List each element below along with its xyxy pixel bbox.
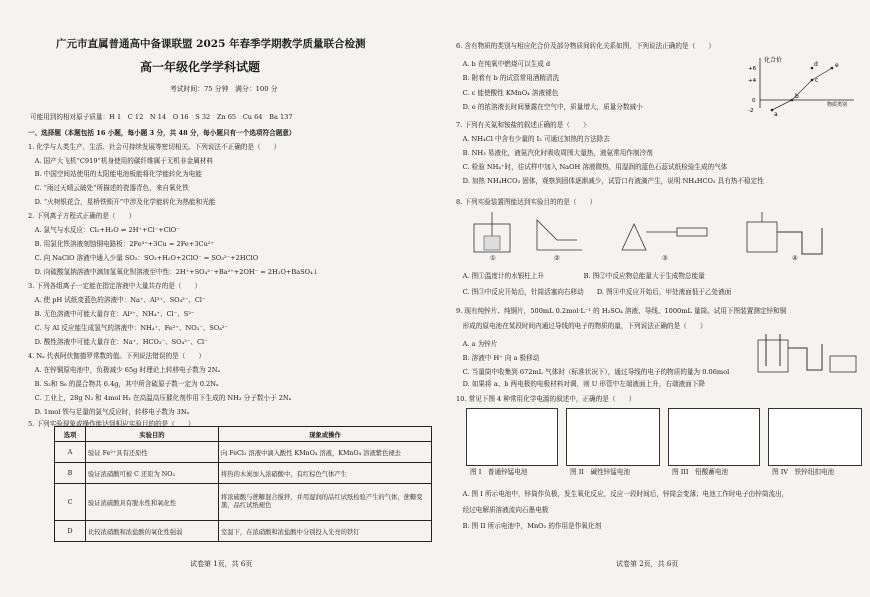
q6-point [771,109,774,112]
battery-label: 图 III 铅酸蓄电池 [672,468,729,476]
question-line: 3. 下列各组离子一定能在指定溶液中大量共存的是（ ） [28,282,202,290]
question-line: A. NH₄Cl 中含有少量的 I₂ 可通过加热的方法除去 [456,135,610,143]
question-line: C. 当量筒中收集到 672mL 气体时（标准状况下），通过导线的电子的物质的量为 0.06mol [456,368,730,376]
exam-info: 考试时间：75 分钟 满分：100 分 [170,85,278,93]
table-row [55,442,432,463]
exam-title: 广元市直属普通高中备课联盟 2025 年春季学期教学质量联合检测 [56,38,366,50]
q6-point [831,67,834,70]
table-cell: 比较浓硝酸和浓盐酸的氧化性强弱 [86,521,219,542]
q6-ylabel: 化合价 [764,57,783,64]
table-row [55,463,432,484]
q8-fig-label: ③ [662,254,668,262]
q6-point-label: a [774,111,778,118]
question-line: B. 用氯化铁溶液刻蚀铜电路板：2Fe³⁺+3Cu = 2Fe+3Cu²⁺ [28,240,214,248]
q8-fig-label: ② [554,254,560,262]
question-line: 4. Nₐ 代表阿伏伽德罗常数的值。下列说法错误的是（ ） [28,352,206,360]
question-line: B. S₂和 S₈ 的混合物共 6.4g，其中所含硫原子数一定为 0.2Nₐ [28,380,219,388]
question-line: D. e 的浓溶液长时间暴露在空气中，质量增大，质量分数减小 [456,103,643,111]
question-line: 2. 下列离子方程式正确的是（ ） [28,212,136,220]
table-cell: B [55,463,86,484]
question-line: A. 国产大飞机“C919”机身使用的碳纤维属于无机非金属材料 [28,157,213,165]
table-cell: 将热的木炭加入浓硝酸中，有红棕色气体产生 [219,463,432,484]
question-line: C. 与 Al 反应能生成氢气的溶液中：NH₄⁺、Fe²⁺、NO₃⁻、SO₄²⁻ [28,324,229,332]
q6-point [811,79,814,82]
q10-figures [466,408,862,480]
question-line: A. 图 I 所示电池中，锌筒作负极，发生氧化反应，反应一段时间后，锌筒会变薄；电池工作时电子由锌筒流出， [456,490,789,498]
table-cell: 将浓硫酸与蔗糖混合搅拌，并用湿润的品红试纸检验产生的气体，蔗糖变黑，品红试纸褪色 [219,484,432,521]
battery-label: 图 II 碱性锌锰电池 [570,468,631,476]
page-footer-right: 试卷第 2页，共 6页 [616,560,679,568]
battery-figure-4 [768,408,862,466]
q8-fig-label: ④ [792,254,798,262]
table-row [55,521,432,542]
question-line: B. 溶液中 H⁺ 向 a 极移动 [456,354,540,362]
right-page [446,0,870,597]
question-line: A. 图①温度计的水银柱上升 B. 图②中反应物总能量大于生成物总能量 [456,272,705,280]
battery-label: 图 I 普通锌锰电池 [470,468,528,476]
question-line: A. a 为锌片 [456,340,498,348]
question-line: 经过电解质溶液流向石墨电极 [456,506,549,514]
question-line: B. NH₃ 易液化，液氨汽化时吸收周围大量热，液氨常用作制冷剂 [456,149,653,157]
question-line: D. 加热 NH₄HCO₃ 固体，观察到固体逐渐减少，试管口有液滴产生，说明 NH₄HCO₃ 具有热不稳定性 [456,177,764,185]
q6-point-label: c [815,77,819,84]
question-line: C. 向 NaClO 溶液中通入少量 SO₂：SO₂+H₂O+2ClO⁻ = SO₃²⁻+2HClO [28,254,259,262]
q6-tick: +6 [748,66,757,72]
question-line: D. 如果将 a、b 两电极的电极材料对调，则 U 形管中左端液面上升，右端液面下降 [456,380,705,388]
question-line: B. 中国空间站使用的太阳能电池板能将化学能转化为电能 [28,170,202,178]
question-line: A. b 在纯氧中燃烧可以生成 d [456,60,551,68]
question-line: 6. 含有物质的类别与相应化合价及部分物质间转化关系如图，下列说法正确的是（ ） [456,42,715,50]
table-cell: C [55,484,86,521]
q8-figures [462,210,862,262]
question-line: C. 检验 NH₄⁺时，往试样中加入 NaOH 溶液微热，用湿润的蓝色石蕊试纸检验生成的气体 [456,163,728,171]
table-cell: 室温下，在浓硝酸和浓盐酸中分别投入光亮的铁钉 [219,521,432,542]
question-line: C. “雨过天晴云破处”所描述的瓷器青色，来自氧化铁 [28,184,189,192]
question-line: 7. 下列有关氮和铵盐的叙述正确的是（ ） [456,121,590,129]
question-line: A. 氯气与水反应：Cl₂+H₂O ⇌ 2H⁺+Cl⁻+ClO⁻ [28,226,180,234]
table-cell: A [55,442,86,463]
q6-valence-chart [742,54,864,120]
question-line: A. 使 pH 试纸变蓝色的溶液中：Na⁺、Al³⁺、SO₄²⁻、Cl⁻ [28,296,206,304]
question-line: B. 无色溶液中可能大量存在：Al³⁺、NH₄⁺、Cl⁻、S²⁻ [28,310,195,318]
table-header: 选项 [55,427,86,442]
question-line: 5. 下列实验现象或操作能达到相应实验目的的是（ ） [28,420,195,428]
exam-subtitle: 高一年级化学学科试题 [140,60,261,74]
table-header: 实验目的 [86,427,219,442]
q6-point [811,67,814,70]
atomic-masses: 可能用到的相对原子质量：H 1 C 12 N 14 O 16 S 32 Zn 65 Cu 64 Ba 137 [30,113,293,121]
question-line: C. 图③中反应开始后，针筒活塞向右移动 D. 图④中反应开始后，甲处液面低于乙处液面 [456,288,732,296]
question-line: D. “火树银花合，星桥铁锁开”中涉及化学能转化为热能和光能 [28,198,216,206]
question-line: 9. 现有纯锌片、纯铜片，500mL 0.2mol·L⁻¹ 的 H₂SO₄ 溶液、导线、1000mL 量筒。试用下图装置测定锌和铜 [456,307,787,315]
q6-tick: -2 [748,108,754,114]
table-cell: D [55,521,86,542]
q6-point-label: b [795,93,799,100]
battery-figure-3 [668,408,760,466]
q6-xlabel: 物质类别 [827,102,848,108]
question-line: C. 工业上，28g N₂ 和 4mol H₂ 在高温高压催化剂作用下生成的 NH₃ 分子数小于 2Nₐ [28,394,292,402]
q5-table [54,426,432,542]
question-line: D. 向硫酸氢钠溶液中滴加氢氧化钡溶液至中性：2H⁺+SO₄²⁻+Ba²⁺+2OH⁻ = 2H₂O+BaSO₄↓ [28,268,319,276]
question-line: 8. 下列实验装置图能达到实验目的的是（ ） [456,198,597,206]
question-line: 形成的原电池在某段时间内通过导线的电子的物质的量，下列说法正确的是（ ） [456,322,707,330]
question-line: D. 1mol 铁与足量的氯气反应时，转移电子数为 3Nₐ [28,408,190,416]
battery-figure-1 [466,408,558,466]
question-line: A. 在锌铜原电池中，负极减少 65g 时理论上转移电子数为 2Nₐ [28,366,221,374]
question-line: 1. 化学与人类生产、生活、社会可持续发展等密切相关。下列说法不正确的是（ ） [28,143,281,151]
table-cell: 验证浓硝酸可被 C 还原为 NO₂ [86,463,219,484]
table-cell: 验证浓硫酸具有脱水性和氧化性 [86,484,219,521]
q6-point [791,99,794,102]
table-cell: 验证 Fe²⁺具有还原性 [86,442,219,463]
table-cell: 向 FeCl₂ 溶液中滴入酸性 KMnO₄ 溶液，KMnO₄ 溶液紫色褪去 [219,442,432,463]
question-line: C. c 能使酸性 KMnO₄ 溶液褪色 [456,89,559,97]
question-line: B. 图 II 所示电池中，MnO₂ 的作用是作氧化剂 [456,522,602,530]
q6-point-label: e [835,62,839,69]
q9-apparatus [752,330,862,378]
battery-label: 图 IV 铁锌纽扣电池 [772,468,835,476]
q8-fig-label: ① [490,254,496,262]
q6-tick: +4 [748,78,757,84]
table-row [55,484,432,521]
question-line: B. 附着有 b 的试管常用酒精清洗 [456,74,560,82]
table-header: 现象或操作 [219,427,432,442]
page-footer-left: 试卷第 1页，共 6页 [190,560,253,568]
battery-figure-2 [566,408,660,466]
question-line: 一、选择题（本题包括 16 小题，每小题 3 分，共 48 分，每小题只有一个选项符合题意） [28,129,296,137]
q6-point-label: d [814,61,818,68]
q6-tick: 0 [752,98,756,104]
question-line: D. 酸性溶液中可能大量存在：Na⁺、HCO₃⁻、SO₄²⁻、Cl⁻ [28,338,208,346]
question-line: 10. 常见下图 4 种常用化学电源的叙述中，正确的是（ ） [456,395,636,403]
